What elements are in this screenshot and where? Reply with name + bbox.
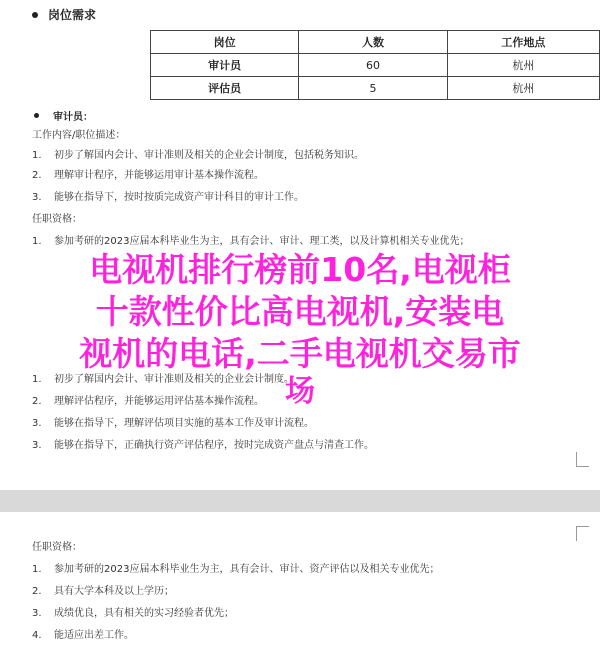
auditor-heading xyxy=(34,108,93,123)
table-cell: 杭州 xyxy=(447,77,599,100)
bullet-icon xyxy=(34,113,39,118)
table-row xyxy=(151,54,600,77)
list-item xyxy=(32,418,314,430)
page-corner-mark xyxy=(576,452,589,467)
table-cell: 评估员 xyxy=(151,77,299,100)
list-item xyxy=(32,586,174,598)
overlay-title-line-1: 电视机排行榜前10名,电视柜 xyxy=(89,250,511,289)
table-header: 岗位 xyxy=(151,31,299,54)
list-item xyxy=(32,192,304,204)
list-number: 3. xyxy=(32,418,42,429)
list-text: 能够在指导下，正确执行资产评估程序，按时完成资产盘点与清查工作。 xyxy=(54,440,374,451)
list-text: 初步了解国内会计、审计准则及相关的企业会计制度，包括税务知识。 xyxy=(54,150,364,161)
table-cell: 60 xyxy=(299,54,447,77)
list-number: 1. xyxy=(32,564,42,575)
list-item xyxy=(32,608,234,620)
section-heading-text: 岗位需求 xyxy=(48,8,97,22)
page-corner-mark xyxy=(576,526,589,541)
list-item xyxy=(32,564,439,576)
list-text: 参加考研的2023应届本科毕业生为主，具有会计、审计、资产评估以及相关专业优先； xyxy=(54,564,440,575)
list-number: 1. xyxy=(32,374,42,385)
table-header: 人数 xyxy=(299,31,447,54)
auditor-heading-text: 审计员： xyxy=(53,112,93,123)
list-number: 3. xyxy=(32,440,42,451)
list-text: 初步了解国内会计、审计准则及相关的企业会计制度。 xyxy=(54,374,294,385)
requirements-label: 任职资格： xyxy=(32,214,82,225)
page-separator xyxy=(0,490,600,512)
list-number: 1. xyxy=(32,236,42,247)
list-text: 具有大学本科及以上学历； xyxy=(54,586,174,597)
table-header-row xyxy=(151,31,600,54)
list-text: 参加考研的2023应届本科毕业生为主，具有会计、审计、理工类，以及计算机相关专业优先； xyxy=(54,236,470,247)
list-number: 4. xyxy=(32,630,42,641)
list-text: 能够在指导下，按时按质完成资产审计科目的审计工作。 xyxy=(54,192,304,203)
list-number: 2. xyxy=(32,586,42,597)
list-item xyxy=(32,630,134,642)
overlay-title-line-2: 十款性价比高电视机,安装电 xyxy=(95,292,505,331)
list-number: 3. xyxy=(32,192,42,203)
list-text: 成绩优良，具有相关的实习经验者优先； xyxy=(54,608,234,619)
list-number: 2. xyxy=(32,170,42,181)
list-text: 能适应出差工作。 xyxy=(54,630,134,641)
document-page-2 xyxy=(0,512,600,654)
overlay-title-line-4: 场 xyxy=(285,374,315,409)
list-text: 能够在指导下，理解评估项目实施的基本工作及审计流程。 xyxy=(54,418,314,429)
positions-table xyxy=(150,30,600,100)
table-row xyxy=(151,77,600,100)
duties-label: 工作内容/职位描述： xyxy=(32,130,126,141)
list-item xyxy=(32,170,264,182)
overlay-title-line-3: 视机的电话,二手电视机交易市 xyxy=(79,334,521,373)
list-item xyxy=(32,236,469,248)
list-number: 3. xyxy=(32,608,42,619)
list-text: 理解评估程序，并能够运用评估基本操作流程。 xyxy=(54,396,264,407)
section-heading xyxy=(32,6,96,23)
list-number: 2. xyxy=(32,396,42,407)
list-item xyxy=(32,440,374,452)
table-header: 工作地点 xyxy=(447,31,599,54)
table-cell: 审计员 xyxy=(151,54,299,77)
list-number: 1. xyxy=(32,150,42,161)
bullet-icon xyxy=(32,12,38,18)
requirements-label: 任职资格： xyxy=(32,542,82,553)
list-item xyxy=(32,150,364,162)
table-cell: 5 xyxy=(299,77,447,100)
list-text: 理解审计程序，并能够运用审计基本操作流程。 xyxy=(54,170,264,181)
table-cell: 杭州 xyxy=(447,54,599,77)
